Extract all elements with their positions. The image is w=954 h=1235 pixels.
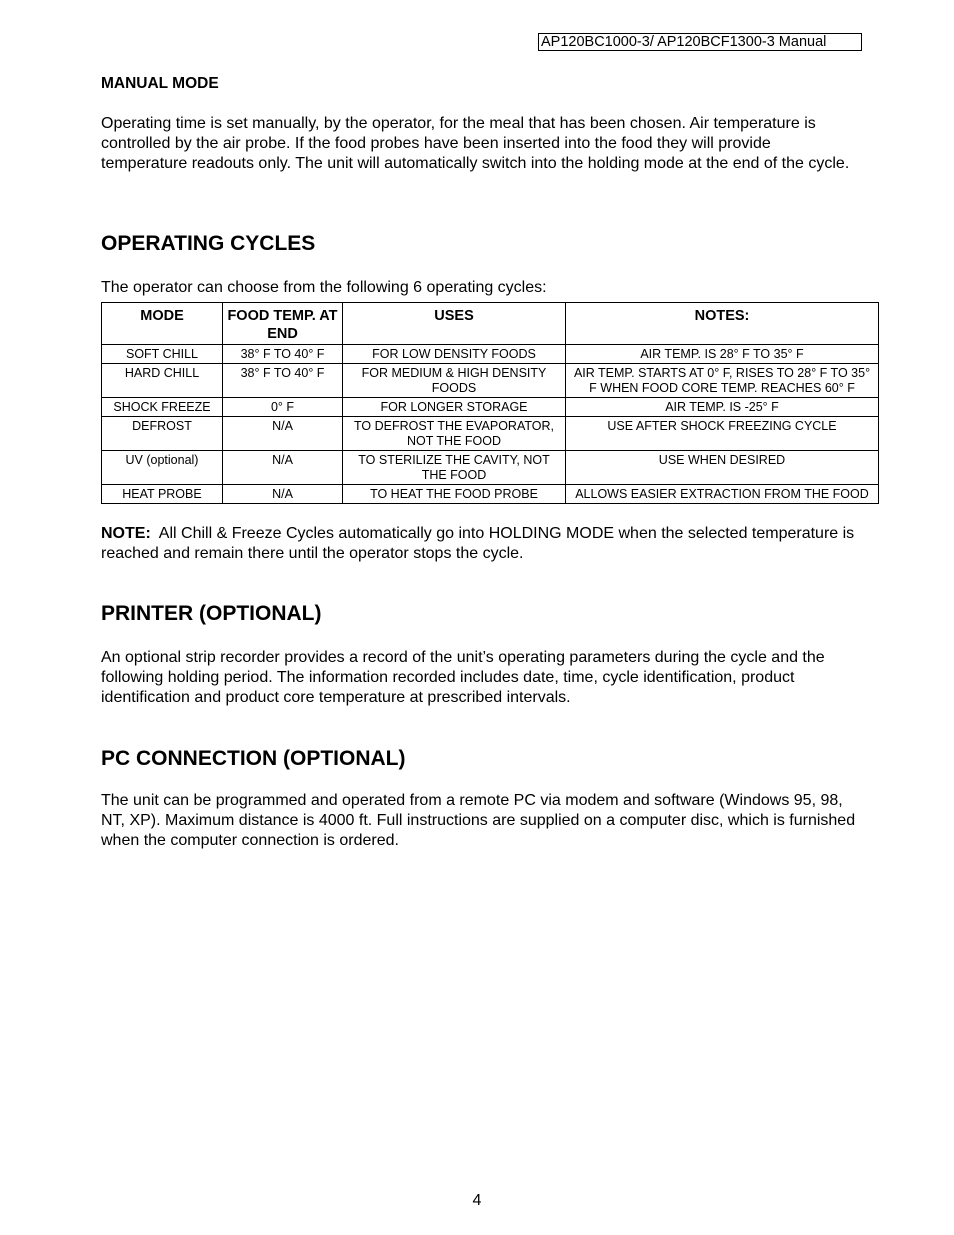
- cell-mode: SHOCK FREEZE: [102, 398, 223, 417]
- cell-notes: AIR TEMP. STARTS AT 0° F, RISES TO 28° F TO 35° F WHEN FOOD CORE TEMP. REACHES 60° F: [566, 364, 879, 398]
- column-header-mode: MODE: [102, 303, 223, 345]
- pc-connection-heading: PC CONNECTION (OPTIONAL): [101, 747, 406, 770]
- cell-mode: HARD CHILL: [102, 364, 223, 398]
- manual-mode-paragraph: Operating time is set manually, by the operator, for the meal that has been chosen. Air temperature is controlled by the air probe. If the food probes have been inserted into the food they will provide temperature readouts only. The unit will automatically switch into the holding mode at the end of the cycle.: [101, 115, 850, 172]
- table-row: [102, 364, 879, 398]
- table-row: [102, 398, 879, 417]
- cell-food-temp: 0° F: [223, 398, 343, 417]
- operating-cycles-heading: OPERATING CYCLES: [101, 232, 316, 255]
- note-text: All Chill & Freeze Cycles automatically go into HOLDING MODE when the selected temperature is reached and remain there until the operator stops the cycle.: [101, 525, 855, 562]
- cell-notes: ALLOWS EASIER EXTRACTION FROM THE FOOD: [566, 485, 879, 504]
- table-row: [102, 485, 879, 504]
- cell-food-temp: 38° F TO 40° F: [223, 364, 343, 398]
- cell-food-temp: N/A: [223, 417, 343, 451]
- operating-cycles-table: [101, 302, 879, 504]
- cell-mode: DEFROST: [102, 417, 223, 451]
- column-header-uses: USES: [343, 303, 566, 345]
- table-row: [102, 345, 879, 364]
- cell-mode: UV (optional): [102, 451, 223, 485]
- cell-uses: TO DEFROST THE EVAPORATOR, NOT THE FOOD: [343, 417, 566, 451]
- printer-paragraph: An optional strip recorder provides a record of the unit’s operating parameters during the cycle and the following holding period. The information recorded includes date, time, cycle identification, product identification and product core temperature at prescribed intervals.: [101, 649, 825, 706]
- cell-notes: AIR TEMP. IS 28° F TO 35° F: [566, 345, 879, 364]
- cell-mode: HEAT PROBE: [102, 485, 223, 504]
- cell-uses: TO STERILIZE THE CAVITY, NOT THE FOOD: [343, 451, 566, 485]
- page-number: 4: [472, 1192, 482, 1209]
- cell-notes: AIR TEMP. IS -25° F: [566, 398, 879, 417]
- operating-cycles-intro: The operator can choose from the following 6 operating cycles:: [101, 279, 547, 296]
- manual-mode-heading: MANUAL MODE: [101, 75, 219, 92]
- printer-heading: PRINTER (OPTIONAL): [101, 602, 322, 625]
- document-title-box: AP120BC1000-3/ AP120BCF1300-3 Manual: [538, 33, 862, 51]
- cell-uses: TO HEAT THE FOOD PROBE: [343, 485, 566, 504]
- cell-uses: FOR LOW DENSITY FOODS: [343, 345, 566, 364]
- column-header-food-temp: FOOD TEMP. AT END: [223, 303, 343, 345]
- cell-notes: USE AFTER SHOCK FREEZING CYCLE: [566, 417, 879, 451]
- table-row: [102, 417, 879, 451]
- pc-connection-paragraph: The unit can be programmed and operated from a remote PC via modem and software (Windows 95, 98, NT, XP). Maximum distance is 4000 ft. Full instructions are supplied on a computer disc, which is furnished when the computer connection is ordered.: [101, 792, 856, 849]
- cell-uses: FOR MEDIUM & HIGH DENSITY FOODS: [343, 364, 566, 398]
- cell-food-temp: N/A: [223, 451, 343, 485]
- note-label: NOTE:: [101, 525, 151, 542]
- cycles-note: [101, 524, 861, 564]
- column-header-notes: NOTES:: [566, 303, 879, 345]
- cell-food-temp: N/A: [223, 485, 343, 504]
- cell-uses: FOR LONGER STORAGE: [343, 398, 566, 417]
- cell-mode: SOFT CHILL: [102, 345, 223, 364]
- cell-notes: USE WHEN DESIRED: [566, 451, 879, 485]
- table-row: [102, 451, 879, 485]
- cell-food-temp: 38° F TO 40° F: [223, 345, 343, 364]
- table-header-row: [102, 303, 879, 345]
